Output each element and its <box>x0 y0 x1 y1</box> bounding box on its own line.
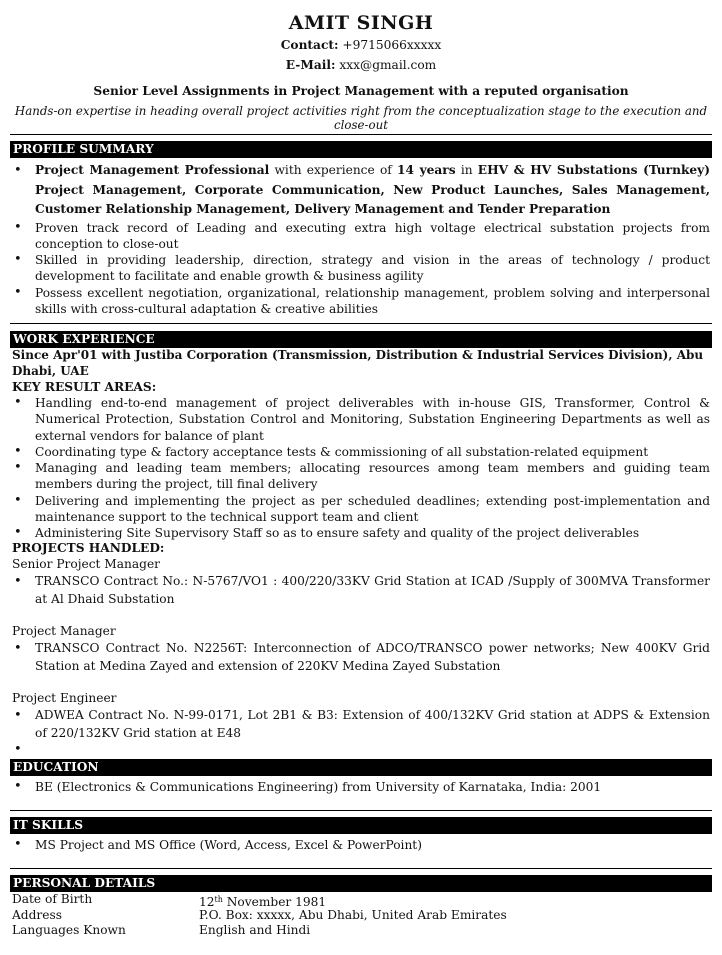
languages-row <box>12 923 710 939</box>
list-item: • MS Project and MS Office (Word, Access, Excel & PowerPoint) <box>12 837 710 853</box>
email-value: xxx@gmail.com <box>339 58 437 72</box>
list-item: • Administering Site Supervisory Staff so as to ensure safety and quality of the project deliverables <box>12 525 710 541</box>
languages-value: English and Hindi <box>199 923 311 937</box>
list-item: • Skilled in providing leadership, direction, strategy and vision in the areas of technology / product development to facilitate and enable growth & business agility <box>12 252 710 285</box>
address-label: Address <box>12 907 62 922</box>
address-row <box>12 908 710 924</box>
highlight-text: 14 years <box>397 163 456 177</box>
section-divider <box>10 134 712 135</box>
project-list <box>12 640 710 675</box>
kra-list <box>12 395 710 542</box>
list-item: • BE (Electronics & Communications Engineering) from University of Karnataka, India: 2001 <box>12 779 710 795</box>
list-item: • Managing and leading team members; allocating resources among team members and guiding team members during the project, till final delivery <box>12 460 710 493</box>
project-list <box>12 707 710 759</box>
email-line <box>0 58 722 72</box>
contact-phone: +9715066xxxxx <box>342 38 442 52</box>
project-role: Project Engineer <box>12 691 117 705</box>
list-item: • Delivering and implementing the project as per scheduled deadlines; extending post-implementation and maintenance support to the technical support team and client <box>12 493 710 526</box>
project-list <box>12 573 710 608</box>
section-divider <box>10 810 712 811</box>
list-item: • Coordinating type & factory acceptance tests & commissioning of all substation-related equipment <box>12 444 710 460</box>
address-value: P.O. Box: xxxxx, Abu Dhabi, United Arab Emirates <box>199 907 507 922</box>
plain-text: in <box>455 163 478 177</box>
candidate-name: AMIT SINGH <box>288 12 434 34</box>
empty-list-item <box>12 742 710 759</box>
profile-summary-heading: PROFILE SUMMARY <box>10 141 712 158</box>
section-divider <box>10 868 712 869</box>
kra-heading: KEY RESULT AREAS: <box>12 380 157 394</box>
it-skills-list <box>12 837 710 853</box>
dob-suffix: th <box>214 895 223 904</box>
list-item: • TRANSCO Contract No.: N-5767/VO1 : 400/220/33KV Grid Station at ICAD /Supply of 300MVA Transformer at Al Dhaid Substation <box>12 573 710 608</box>
personal-details-table <box>12 892 710 939</box>
tagline: Hands-on expertise in heading overall project activities right from the conceptualization stage to the execution and close-out <box>14 104 708 132</box>
dob-row <box>12 892 710 908</box>
list-item: • Proven track record of Leading and executing extra high voltage electrical substation projects from conception to close-out <box>12 220 710 253</box>
contact-line <box>0 38 722 52</box>
list-item: • ADWEA Contract No. N-99-0171, Lot 2B1 & B3: Extension of 400/132KV Grid station at ADPS & Extension of 220/132KV Grid station at E48 <box>12 707 710 742</box>
education-heading: EDUCATION <box>10 759 712 776</box>
dob-day: 12 <box>199 895 215 909</box>
list-item: • TRANSCO Contract No. N2256T: Interconnection of ADCO/TRANSCO power networks; New 400KV Grid Station at Medina Zayed and extension of 220KV Medina Zayed Substation <box>12 640 710 675</box>
profile-summary-list <box>12 161 710 317</box>
work-experience-heading: WORK EXPERIENCE <box>10 331 712 348</box>
email-label: E-Mail: <box>285 58 336 72</box>
dob-label: Date of Birth <box>12 892 93 906</box>
it-skills-heading: IT SKILLS <box>10 817 712 834</box>
education-list <box>12 779 710 795</box>
list-item <box>12 161 710 220</box>
projects-heading: PROJECTS HANDLED: <box>12 541 165 555</box>
highlight-text: EHV & HV Substations (Turnkey) Project Management, Corporate Communication, New Product Launches, Sales Management, Customer Relationship Management, Delivery Management and Tender Preparation <box>35 163 710 216</box>
list-item: • Possess excellent negotiation, organizational, relationship management, problem solving and interpersonal skills with cross-cultural adaptation & creative abilities <box>12 285 710 318</box>
list-item: • Handling end-to-end management of project deliverables with in-house GIS, Transformer, Control & Numerical Protection, Substation Control and Monitoring, Substation Engineering Departments as well as external vendors for balance of plant <box>12 395 710 444</box>
project-role: Project Manager <box>12 624 116 638</box>
languages-label: Languages Known <box>12 923 126 937</box>
project-role: Senior Project Manager <box>12 557 160 571</box>
section-divider <box>10 323 712 324</box>
employer-line: Since Apr'01 with Justiba Corporation (Transmission, Distribution & Industrial Services Division), Abu Dhabi, UAE <box>12 348 704 378</box>
highlight-text: Project Management Professional <box>35 163 270 177</box>
objective-line: Senior Level Assignments in Project Management with a reputed organisation <box>93 84 629 98</box>
contact-label: Contact: <box>280 38 339 52</box>
personal-details-heading: PERSONAL DETAILS <box>10 875 712 892</box>
plain-text: with experience of <box>269 163 398 177</box>
dob-month-year: November 1981 <box>222 895 327 909</box>
